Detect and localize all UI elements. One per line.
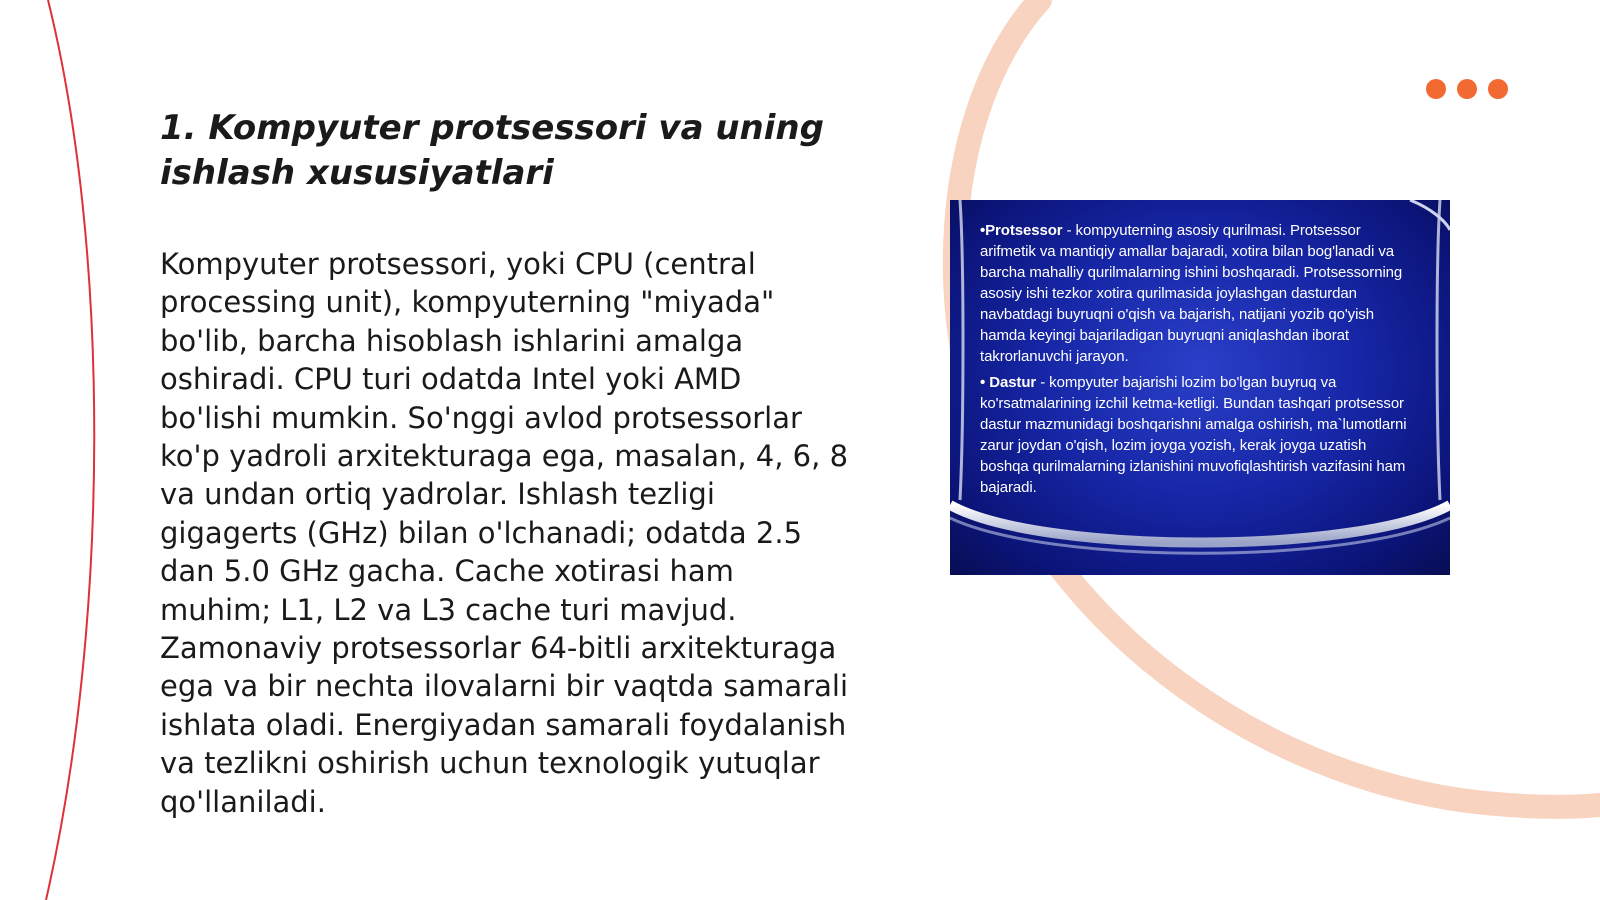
decorative-left-line [46, 0, 94, 900]
dot [1457, 79, 1477, 99]
image-paragraph-protsessor [980, 220, 1418, 367]
dot [1488, 79, 1508, 99]
term-protsessor: •Protsessor [980, 222, 1063, 239]
dot [1426, 79, 1446, 99]
slide-body-text: Kompyuter protsessori, yoki CPU (central processing unit), kompyuterning "miyada" bo'lib, barcha hisoblash ishlarini amalga oshiradi. CPU turi odatda Intel yoki AMD bo'lishi mumkin. So'nggi avlod protsessorlar ko'p yadroli arxitekturaga ega, masalan, 4, 6, 8 va undan ortiq yadrolar. Ishlash tezligi gigagerts (GHz) bilan o'lchanadi; odatda 2.5 dan 5.0 GHz gacha. Cache xotirasi ham muhim; L1, L2 va L3 cache turi mavjud. Zamonaviy protsessorlar 64-bitli arxitekturaga ega va bir nechta ilovalarni bir vaqtda samarali ishlata oladi. Energiyadan samarali foydalanish va tezlikni oshirish uchun texnologik yutuqlar qo'llaniladi. [160, 247, 849, 819]
menu-dots-icon [1426, 79, 1508, 99]
term-dastur: • Dastur [980, 374, 1037, 391]
slide-title: 1. Kompyuter protsessori va uning ishlash xususiyatlari [160, 108, 824, 193]
image-text [980, 220, 1418, 503]
image-paragraph-dastur [980, 372, 1418, 498]
definition-protsessor: - kompyuterning asosiy qurilmasi. Protsessor arifmetik va mantiqiy amallar bajaradi, xotira bilan bog'lanadi va barcha mahalliy qurilmalarning ishini boshqaradi. Protsessorning asosiy ishi tezkor xotira qurilmasida joylashgan dasturdan navbatdagi buyruqni o'qish va bajarish, natijani yozib qo'yish hamda keyingi bajariladigan buyruqni aniqlashdan iborat takrorlanuvchi jarayon. [980, 222, 1403, 365]
definition-dastur: - kompyuter bajarishi lozim bo'lgan buyruq va ko'rsatmalarining izchil ketma-ketligi. Bundan tashqari protsessor dastur mazmunidagi boshqarishni amalga oshirish, ma`lumotlarni zarur joydan o'qish, lozim joyga yozish, kerak joyga uzatish boshqa qurilmalarning izlanishini muvofiqlashtirish vazifasini ham bajaradi. [980, 374, 1407, 496]
embedded-slide-image [950, 200, 1450, 575]
